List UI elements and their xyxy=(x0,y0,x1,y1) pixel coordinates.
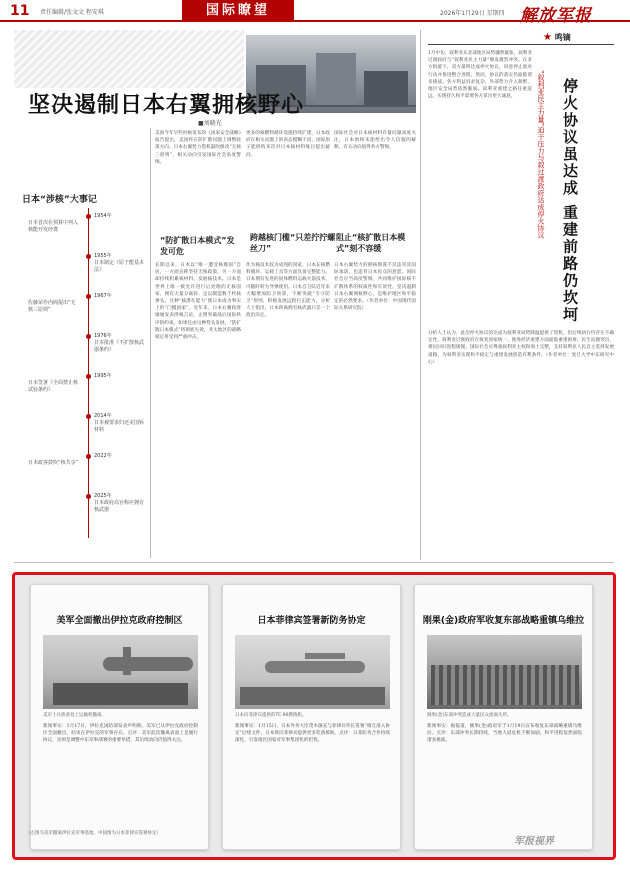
timeline-dot xyxy=(86,494,91,499)
commentary-subhead: “叙利亚民主力量”迫于压力与叙过渡政府达成停火协议 xyxy=(537,70,545,239)
timeline-year: 1954年 xyxy=(94,213,112,219)
card-title: 日本菲律宾签署新防务协定 xyxy=(257,616,366,626)
star-icon: ★ xyxy=(543,32,552,43)
timeline-text: 日本制定《原子能基本法》 xyxy=(94,260,145,273)
commentary-label-text: 鸣镝 xyxy=(554,33,571,42)
timeline-text: 佐藤荣作内阁提出“无核三原则” xyxy=(28,300,76,313)
card-photo xyxy=(235,635,390,709)
card-photo xyxy=(427,635,582,709)
timeline-title: 日本“涉核”大事记 xyxy=(22,195,97,205)
timeline-year: 1967年 xyxy=(94,293,112,299)
news-card xyxy=(414,584,593,850)
timeline-text: 日本政府高官称应拥有核武器 xyxy=(94,500,145,513)
article-text-block: 作为核技术较为成熟的国家，日本在核燃料循环、运载工具等方面具备完整能力。日本拥有先进的固体燃料运载火箭技术，可随时转为导弹使用。日本自卫队近年来大幅增加防卫预算，不断突破“专守防卫”原则，积极发展远程打击能力。分析人士指出，日本距离拥有核武器只差一个政治决定。 xyxy=(246,263,330,319)
timeline-text: 日本批准《不扩散核武器条约》 xyxy=(94,340,145,353)
page-number: 11 xyxy=(10,3,30,19)
news-card xyxy=(30,584,209,850)
timeline-year: 2025年 xyxy=(94,493,112,499)
card-body: 新闻事实：据报道，刚果(金)政府军于1月19日宣布收复东部战略重镇乌维拉。点评：东部冲突长期持续，当地人道危机不断加剧，和平进程依然面临诸多挑战。 xyxy=(427,724,582,743)
commentary-text-2: 分析人士认为，此次停火协议的达成为叙利亚局势降温提供了契机，但后续执行仍存在不确定性。叙利亚过渡政府在恢复国家统一、推进经济重建方面面临重重困难，民生问题突出，难民回归进程缓慢。国际社会应尊重叙利亚主权和领土完整，支持叙利亚人民自主选择发展道路，为叙利亚实现和平稳定与重建发展创造有利条件。（作者单位：复旦大学中东研究中心） xyxy=(428,331,614,365)
timeline-dot xyxy=(86,334,91,339)
article-text-block: 国际社会对日本核材料存量问题高度关注，日本始终未能给出令人信服的解释。有关动向值得各方警惕。 xyxy=(334,131,416,151)
timeline-text: 日本被要求归还美国钚材料 xyxy=(94,420,145,433)
timeline-dot xyxy=(86,294,91,299)
card-body: 新闻事实：1月17日，伊拉克国防部发表声明称，美军已从伊拉克政府控制区全面撤出，结束在伊拉克的军事存在。点评：美军此次撤离表面上是履行协议，实则是调整中东军事部署的重要举措，其后续动向仍值得关注。 xyxy=(43,724,198,743)
news-card xyxy=(222,584,401,850)
card-title: 美军全面撤出伊拉克政府控制区 xyxy=(56,616,183,626)
subhead-1: “防扩散日本模式”发发可危 xyxy=(160,236,235,256)
timeline-dot xyxy=(86,454,91,459)
masthead-logo: 解放军报 xyxy=(520,6,592,26)
issue-date: 2026年1月29日 星期四 xyxy=(440,10,505,17)
commentary-label xyxy=(543,32,571,43)
card-photo xyxy=(43,635,198,709)
article-text-block: 更多的核燃料循环设施持续扩建，日本政府在相关问题上的表态模糊不清，国际原子能机构多次对日本核材料账目提出疑问。 xyxy=(246,131,330,158)
timeline-dot xyxy=(86,374,91,379)
timeline-dot xyxy=(86,254,91,259)
column-divider xyxy=(420,30,421,560)
card-caption: 日本向菲律宾提供的TC-90教练机。 xyxy=(235,713,307,718)
timeline-dot xyxy=(86,414,91,419)
timeline-dot xyxy=(86,214,91,219)
main-byline: ■刘晓光 xyxy=(198,120,222,127)
column-divider xyxy=(150,128,151,558)
article-text-block: 美国今年早些时候发布的《国家安全战略》报告提出，美国将在防扩散问题上调整政策方向。日本右翼势力借机鼓吹修改“无核三原则”，相关动向引发国际社会高度警惕。 xyxy=(155,131,241,165)
section-divider xyxy=(14,562,614,563)
timeline-year: 1976年 xyxy=(94,333,112,339)
timeline-year: 1955年 xyxy=(94,253,112,259)
editors-line: 责任编辑/张文文 程安琪 xyxy=(40,9,104,16)
commentary-headline: 停火协议虽达成 重建前路仍坎坷 xyxy=(561,78,579,324)
footer-note: （左图为美军撤离伊拉克军事基地，中间图为日本菲律宾签署协定） xyxy=(26,831,161,836)
card-body: 新闻事实：1月15日，日本外务大臣茂木敏充与菲律宾外长签署“相互准入协定”后续文件，日本将向菲律宾提供更多装备援助。点评：日菲防务合作持续深化，引发地区国家对军事集团化的担忧。 xyxy=(235,724,390,743)
timeline-year: 1995年 xyxy=(94,373,112,379)
footer-logo: 军报视界 xyxy=(514,836,554,847)
subhead-2: 跨越核门槛“只差拧拧螺丝刀” xyxy=(250,233,336,253)
section-title: 国际瞭望 xyxy=(182,0,294,22)
timeline-text: 日本签署《全面禁止核试验条约》 xyxy=(28,380,79,393)
card-caption: 美军士兵准备登上运输机撤离。 xyxy=(43,713,106,718)
main-headline: 坚决遏制日本右翼拥核野心 xyxy=(28,93,305,118)
article-text-block: 长期以来，日本以“唯一遭受核爆国”自居，一方面宣称坚持无核政策，另一方面却持续积累核材料、发展核技术。日本是世界上唯一被允许进行后处理的无核国家，拥有大量分离钚，足以制造数千枚核弹头。这种“核潜在能力”使日本成为事实上的“门槛国家”。近年来，日本右翼政客屡屡发表涉核言论，企图突破战后国际秩序的约束。如果任由这种势头发展，“防扩散日本模式”将彻底失效，亚太地区的战略稳定将受到严重冲击。 xyxy=(155,263,241,341)
timeline-text: 日本首次在预算中列入核能开发经费 xyxy=(28,220,79,233)
card-title: 刚果(金)政府军收复东部战略重镇乌维拉 xyxy=(422,616,585,626)
timeline-year: 2022年 xyxy=(94,453,112,459)
commentary-text: 1月中旬，叙利亚东北部地区局势骤然紧张，叙利亚过渡政府与“叙利亚民主力量”爆发激烈冲突。在多方斡旋下，双方最终达成停火协议，同意停止敌对行动并推进整合进程。然而，协议的落实仍面临诸多挑战。各方利益诉求复杂，外部势力介入频繁，地区安全局势依然脆弱。叙利亚重建之路任重道远，实现持久和平需要各方拿出更大诚意。 xyxy=(428,51,532,100)
commentary-rule xyxy=(428,44,614,45)
timeline-year: 2014年 xyxy=(94,413,112,419)
subhead-3: 阻止“核扩散日本模式”刻不容缓 xyxy=(336,233,406,253)
timeline-text: 日本政客鼓吹“核共享” xyxy=(28,460,79,466)
article-text-block: 日本右翼势力的拥核图谋不仅违背其国际承诺，也违背日本民众的意愿。国际社会应当高度警惕，共同维护国际核不扩散体系的权威性和有效性。坚决遏制日本右翼拥核野心，是维护地区和平稳定的必然要求。（作者单位：中国现代国际关系研究院） xyxy=(334,263,416,312)
decorative-pattern xyxy=(14,30,244,88)
card-caption: 刚果(金)东部冲突造成大量民众流离失所。 xyxy=(427,713,512,718)
